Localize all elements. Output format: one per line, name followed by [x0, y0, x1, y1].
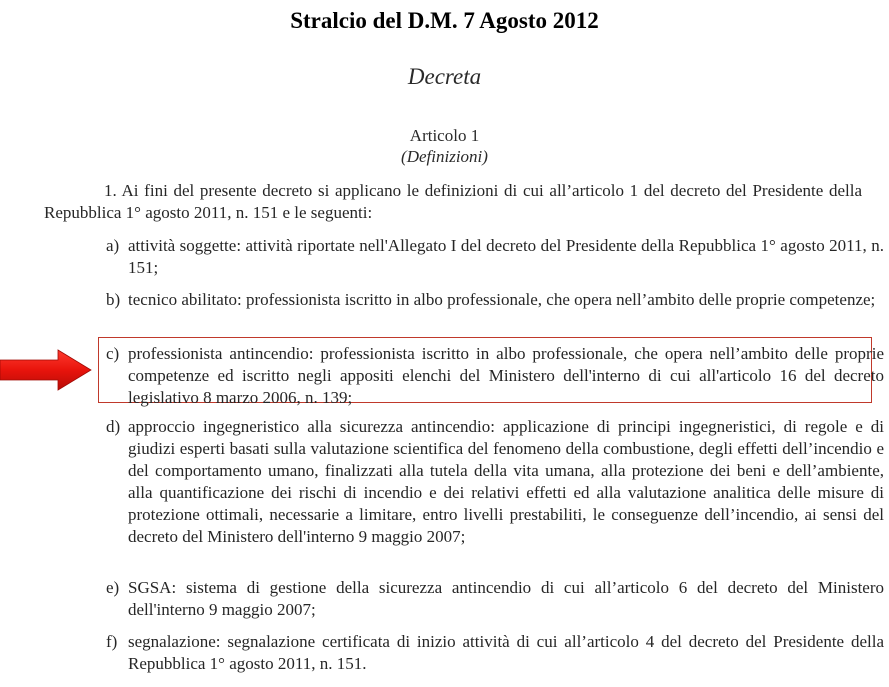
item-label: a) — [106, 236, 120, 255]
item-text: approccio ingegneristico alla sicurezza antincendio: applicazione di principi ingegneristici, di regole e di giudizi esperti basati sulla valutazione scientifica del fenomeno della combustione, degli effetti dell’incendio e del comportamento umano, finalizzati alla tutela della vita umana, alla protezione dei beni e dell’ambiente, alla quantificazione dei rischi di incendio e dei relativi effetti ed alla valutazione analitica delle misure di protezione ottimali, necessarie a limitare, entro livelli prestabiliti, le conseguenze dell’incendio, ai sensi del decreto del Ministero dell'interno 9 maggio 2007; — [128, 417, 884, 546]
item-text: SGSA: sistema di gestione della sicurezza antincendio di cui all’articolo 6 del decreto del Ministero dell'interno 9 maggio 2007; — [128, 578, 884, 619]
item-text: professionista antincendio: professionista iscritto in albo professionale, che opera nell’ambito delle proprie competenze ed iscritto negli appositi elenchi del Ministero dell'interno di cui all'articolo 16 del decreto legislativo 8 marzo 2006, n. 139; — [128, 344, 884, 407]
item-text: tecnico abilitato: professionista iscritto in albo professionale, che opera nell’ambito delle proprie competenze; — [128, 290, 876, 309]
intro-paragraph: 1. Ai fini del presente decreto si applicano le definizioni di cui all’articolo 1 del decreto del Presidente della Repubblica 1° agosto 2011, n. 151 e le seguenti: — [44, 181, 862, 222]
article-number: Articolo 1 — [409, 126, 480, 145]
list-item — [106, 416, 884, 548]
list-item-highlighted — [106, 343, 884, 409]
item-text: segnalazione: segnalazione certificata di inizio attività di cui all’articolo 4 del decreto del Presidente della Repubblica 1° agosto 2011, n. 151. — [128, 632, 884, 673]
item-label: f) — [106, 632, 118, 651]
item-label: d) — [106, 417, 121, 436]
item-label: e) — [106, 578, 120, 597]
item-text: attività soggette: attività riportate nell'Allegato I del decreto del Presidente della Repubblica 1° agosto 2011, n. 151; — [128, 236, 884, 277]
section-heading: Decreta — [407, 64, 482, 89]
article-subtitle: (Definizioni) — [401, 147, 488, 166]
list-item — [106, 289, 884, 311]
item-label: c) — [106, 344, 120, 363]
list-item — [106, 631, 884, 675]
red-arrow-right-icon — [0, 349, 92, 391]
list-item — [106, 577, 884, 621]
document-title: Stralcio del D.M. 7 Agosto 2012 — [290, 8, 599, 33]
list-item — [106, 235, 884, 279]
item-label: b) — [106, 290, 121, 309]
